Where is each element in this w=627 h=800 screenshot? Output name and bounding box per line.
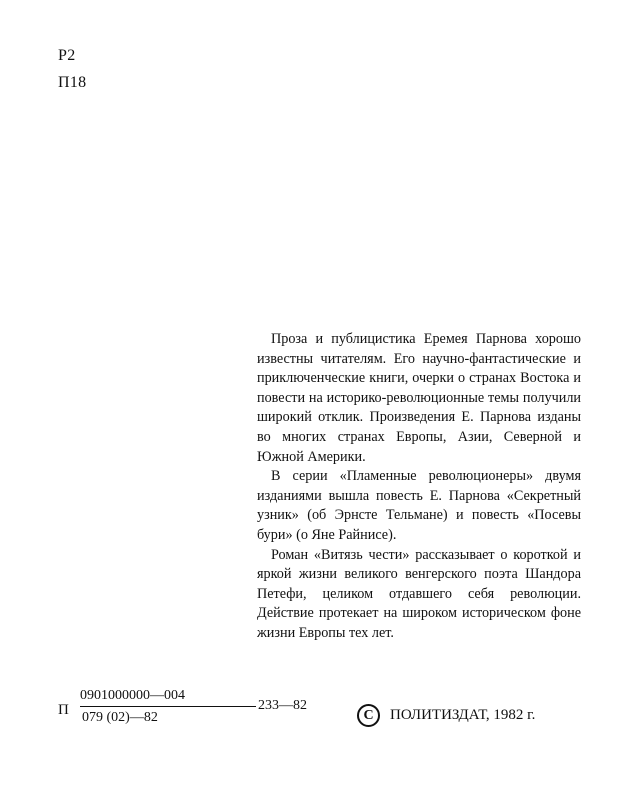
classification-block (58, 42, 86, 96)
annotation-paragraph-2: В серии «Пламенные революционеры» двумя изданиями вышла повесть Е. Парнова «Секретный узник» (об Эрнсте Тельмане) и повесть «Посевы бури» (о Яне Райнисе). (257, 468, 581, 543)
code-numerator: 0901000000—004 (80, 688, 185, 703)
copyright-icon: С (357, 704, 380, 727)
publisher-line: ПОЛИТИЗДАТ, 1982 г. (390, 707, 536, 723)
annotation-paragraph-1: Проза и публицистика Еремея Парнова хорошо известны читателям. Его научно-фантастические и приключенческие книги, очерки о странах Востока и повести на историко-революционные темы получили широкий отклик. Произведения Е. Парнова изданы во многих странах Европы, Азии, Северной и Южной Америки. (257, 331, 581, 465)
publisher-imprint (357, 704, 535, 727)
bbk-index: Р2 (58, 47, 76, 64)
annotation-paragraph-3: Роман «Витязь чести» рассказывает о короткой и яркой жизни великого венгерского поэта Шандора Петефи, целиком отдавшего себя революции. Действие протекает на широком историческом фоне жизни Европы тех лет. (257, 546, 581, 641)
code-letter: П (58, 702, 69, 718)
code-denominator: 079 (02)—82 (82, 710, 158, 725)
author-mark: П18 (58, 74, 87, 91)
annotation-text (257, 330, 581, 644)
fraction-line (80, 706, 256, 707)
code-suffix: 233—82 (258, 698, 307, 713)
